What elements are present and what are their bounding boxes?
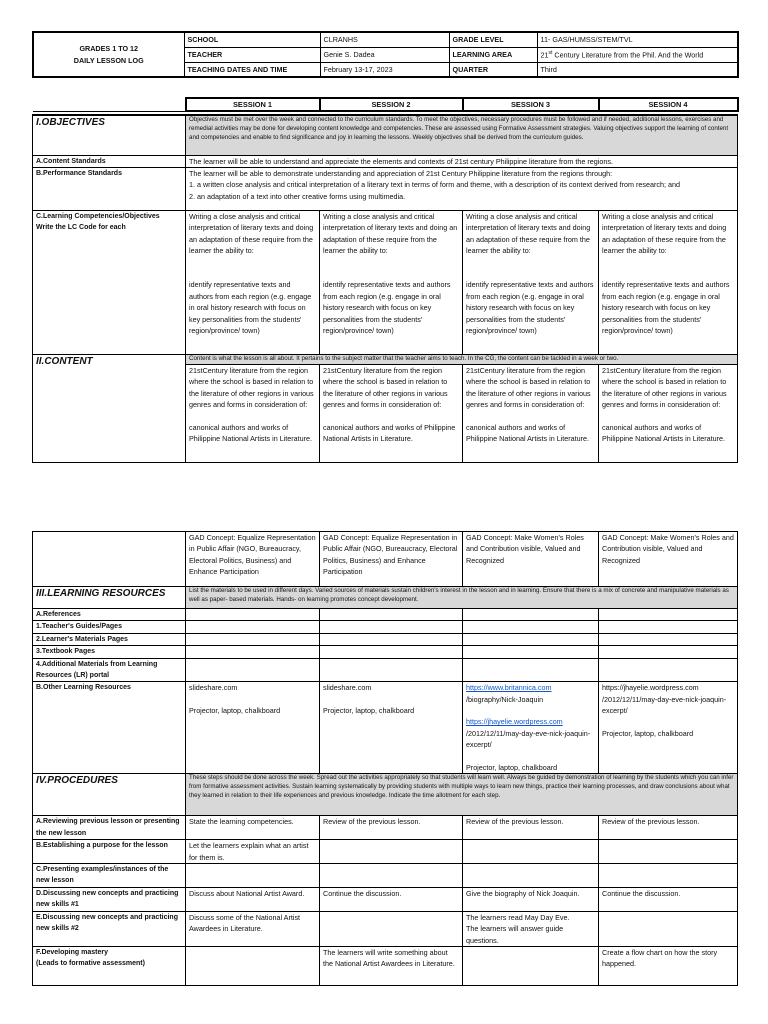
procedure-e-session-1: Discuss some of the National Artist Awardees in Literature. [186,911,320,946]
other-resources-session-1: slideshare.com Projector, laptop, chalkboard [186,682,320,774]
resources-note: List the materials to be used in different days. Varied sources of materials sustain children's interest in the lesson and in learning. Ensure that there is a mix of concrete and manipulative materials as well as paper- based materials. Hands- on learning promotes concept development. [186,587,738,609]
dates-label: TEACHING DATES AND TIME [184,62,320,77]
performance-standards-label: B.Performance Standards [33,167,186,210]
quarter-label: QUARTER [449,62,537,77]
procedure-b-session-1: Let the learners explain what an artist for them is. [186,840,320,864]
content-standards-text: The learner will be able to understand and appreciate the elements and contexts of 21st century Philippine literature from the regions. [186,155,738,167]
school-value: CLRANHS [320,32,449,47]
competency-session-2: Writing a close analysis and critical interpretation of literary texts and doing an adaptation of these require from the learner the ability to: identify representative texts and authors from each region (e.g. engage in oral history research with focus on key personalities from the students' region/province/ town) [320,210,463,354]
title-line2: DAILY LESSON LOG [73,55,144,65]
other-resources-session-3: https://www.britannica.com /biography/Nick-Joaquin https://jhayelie.wordpress.com /2012/12/11/may-day-eve-nick-joaquin-excerpt/ Projector, laptop, chalkboard [463,682,599,774]
session-1-header: SESSION 1 [186,98,320,111]
other-resources-label: B.Other Learning Resources [33,682,186,774]
procedure-c-session-2 [320,863,463,887]
objectives-note: Objectives must be met over the week and connected to the curriculum standards. To meet the objectives, necessary procedures must be followed and if needed, additional lessons, exercises and remedial activities may be done for developing content knowledge and competencies. These are assessed using Formative Assessment strategies. Valuing objectives support the learning of content and competencies and enable to find significance and joy in learning the lessons. Weekly objectives shall be derived from the curriculum guides. [186,115,738,155]
quarter-value: Third [537,62,738,77]
content-session-4: 21stCentury literature from the region where the school is based in relation to the literature of other regions in various genres and forms in consideration of: canonical authors and works of Philippine National Artists in Literature. [599,364,738,462]
procedure-d-session-1: Discuss about National Artist Award. [186,887,320,911]
procedure-e-label: E.Discussing new concepts and practicing new skills #2 [33,911,186,946]
procedure-e-session-2 [320,911,463,946]
log-title [33,32,184,77]
resources-heading: III.LEARNING RESOURCES [33,587,186,609]
lesson-table-top [32,97,739,463]
procedure-d-session-3: Give the biography of Nick Joaquin. [463,887,599,911]
procedure-c-session-4 [599,863,738,887]
procedure-b-label: B.Establishing a purpose for the lesson [33,840,186,864]
procedure-a-session-4: Review of the previous lesson. [599,816,738,840]
teacher-value: Genie S. Dadea [320,47,449,62]
procedure-d-session-4: Continue the discussion. [599,887,738,911]
content-heading: II.CONTENT [33,354,186,462]
grade-value: 11- GAS/HUMSS/STEM/TVL [537,32,738,47]
lesson-table-bottom [32,531,738,986]
jhayelie-link[interactable]: https://jhayelie.wordpress.com [466,717,563,727]
other-resources-session-4: https://jhayelie.wordpress.com /2012/12/11/may-day-eve-nick-joaquin-excerpt/ Projector, laptop, chalkboard [599,682,738,774]
teacher-label: TEACHER [184,47,320,62]
procedures-heading: IV.PROCEDURES [33,774,186,816]
content-note: Content is what the lesson is all about. It pertains to the subject matter that the teacher aims to teach. In the CG, the content can be tackled in a week or two. [186,354,738,364]
procedure-f-session-1 [186,946,320,985]
gad-session-4: GAD Concept: Make Women's Roles and Contribution visible, Valued and Recognized [599,532,738,587]
title-line1: GRADES 1 TO 12 [79,43,139,53]
content-standards-label: A.Content Standards [33,155,186,167]
session-3-header: SESSION 3 [463,98,599,111]
procedure-a-session-1: State the learning competencies. [186,816,320,840]
textbook-label: 3.Textbook Pages [33,646,186,658]
britannica-link[interactable]: https://www.britannica.com [466,683,552,693]
competency-session-1: Writing a close analysis and critical interpretation of literary texts and doing an adaptation of these require from the learner the ability to: identify representative texts and authors from each region (e.g. engage in oral history research with focus on key personalities from the students' region/province/ town) [186,210,320,354]
procedure-f-session-2: The learners will write something about the National Artist Awardees in Literature. [320,946,463,985]
references-label: A.References [33,609,186,621]
objectives-heading: I.OBJECTIVES [33,115,186,155]
content-session-1: 21stCentury literature from the region where the school is based in relation to the literature of other regions in various genres and forms in consideration of: canonical authors and works of Philippine National Artists in Literature. [186,364,320,462]
procedure-a-label: A.Reviewing previous lesson or presenting the new lesson [33,816,186,840]
procedure-c-session-1 [186,863,320,887]
content-session-2: 21stCentury literature from the region where the school is based in relation to the literature of other regions in various genres and forms in consideration of: canonical authors and works of Philippine National Artists in Literature. [320,364,463,462]
gad-session-3: GAD Concept: Make Women's Roles and Contribution visible, Valued and Recognized [463,532,599,587]
procedure-c-label: C.Presenting examples/instances of the new lesson [33,863,186,887]
gad-session-1: GAD Concept: Equalize Representation in Public Affair (NGO, Bureaucracy, Electoral Politics, Business) and Enhance Participation [186,532,320,587]
header-table [32,31,739,78]
performance-standards-text: The learner will be able to demonstrate understanding and appreciation of 21st Century Philippine literature from the regions through: 1. a written close analysis and critical interpretation of a literary text in terms of form and theme, with a description of its context derived from research; and 2. an adaptation of a text into other creative forms using multimedia. [186,167,738,210]
dates-value: February 13-17, 2023 [320,62,449,77]
procedure-d-session-2: Continue the discussion. [320,887,463,911]
area-label: LEARNING AREA [449,47,537,62]
procedure-e-session-4 [599,911,738,946]
session-header-row [33,98,738,111]
procedure-a-session-2: Review of the previous lesson. [320,816,463,840]
procedure-c-session-3 [463,863,599,887]
gad-session-2: GAD Concept: Equalize Representation in Public Affair (NGO, Bureaucracy, Electoral Politics, Business) and Enhance Participation [320,532,463,587]
competency-session-4: Writing a close analysis and critical interpretation of literary texts and doing an adaptation of these require from the learner the ability to: identify representative texts and authors from each region (e.g. engage in oral history research with focus on key personalities from the students' region/province/ town) [599,210,738,354]
procedure-a-session-3: Review of the previous lesson. [463,816,599,840]
teachers-guide-label: 1.Teacher's Guides/Pages [33,621,186,633]
competencies-label: C.Learning Competencies/Objectives Write the LC Code for each [33,210,186,354]
content-session-3: 21stCentury literature from the region where the school is based in relation to the literature of other regions in various genres and forms in consideration of: canonical authors and works of Philippine National Artists in Literature. [463,364,599,462]
area-value: 21st Century Literature from the Phil. And the World [537,47,738,62]
procedures-note: These steps should be done across the week. Spread out the activities appropriately so that students will learn well. Always be guided by demonstration of learning by the students which you can infer from formative assessment activities. Sustain learning systematically by providing students with multiple ways to learn new things, practice their learning processes, and draw conclusions about what they learned in relation to their life experiences and previous knowledge. Indicate the time allotment for each step. [186,774,738,816]
session-4-header: SESSION 4 [599,98,738,111]
procedure-b-session-2 [320,840,463,864]
procedure-f-label: F.Developing mastery (Leads to formative assessment) [33,946,186,985]
grade-label: GRADE LEVEL [449,32,537,47]
other-resources-session-2: slideshare.com Projector, laptop, chalkboard [320,682,463,774]
procedure-f-session-4: Create a flow chart on how the story happened. [599,946,738,985]
procedure-d-label: D.Discussing new concepts and practicing new skills #1 [33,887,186,911]
session-2-header: SESSION 2 [320,98,463,111]
procedure-b-session-3 [463,840,599,864]
procedure-f-session-3 [463,946,599,985]
competency-session-3: Writing a close analysis and critical interpretation of literary texts and doing an adaptation of these require from the learner the ability to: identify representative texts and authors from each region (e.g. engage in oral history research with focus on key personalities from the students' region/province/ town) [463,210,599,354]
school-label: SCHOOL [184,32,320,47]
learners-materials-label: 2.Learner's Materials Pages [33,633,186,645]
procedure-e-session-3: The learners read May Day Eve. The learners will answer guide questions. [463,911,599,946]
procedure-b-session-4 [599,840,738,864]
additional-materials-label: 4.Additional Materials from Learning Resources (LR) portal [33,658,186,682]
